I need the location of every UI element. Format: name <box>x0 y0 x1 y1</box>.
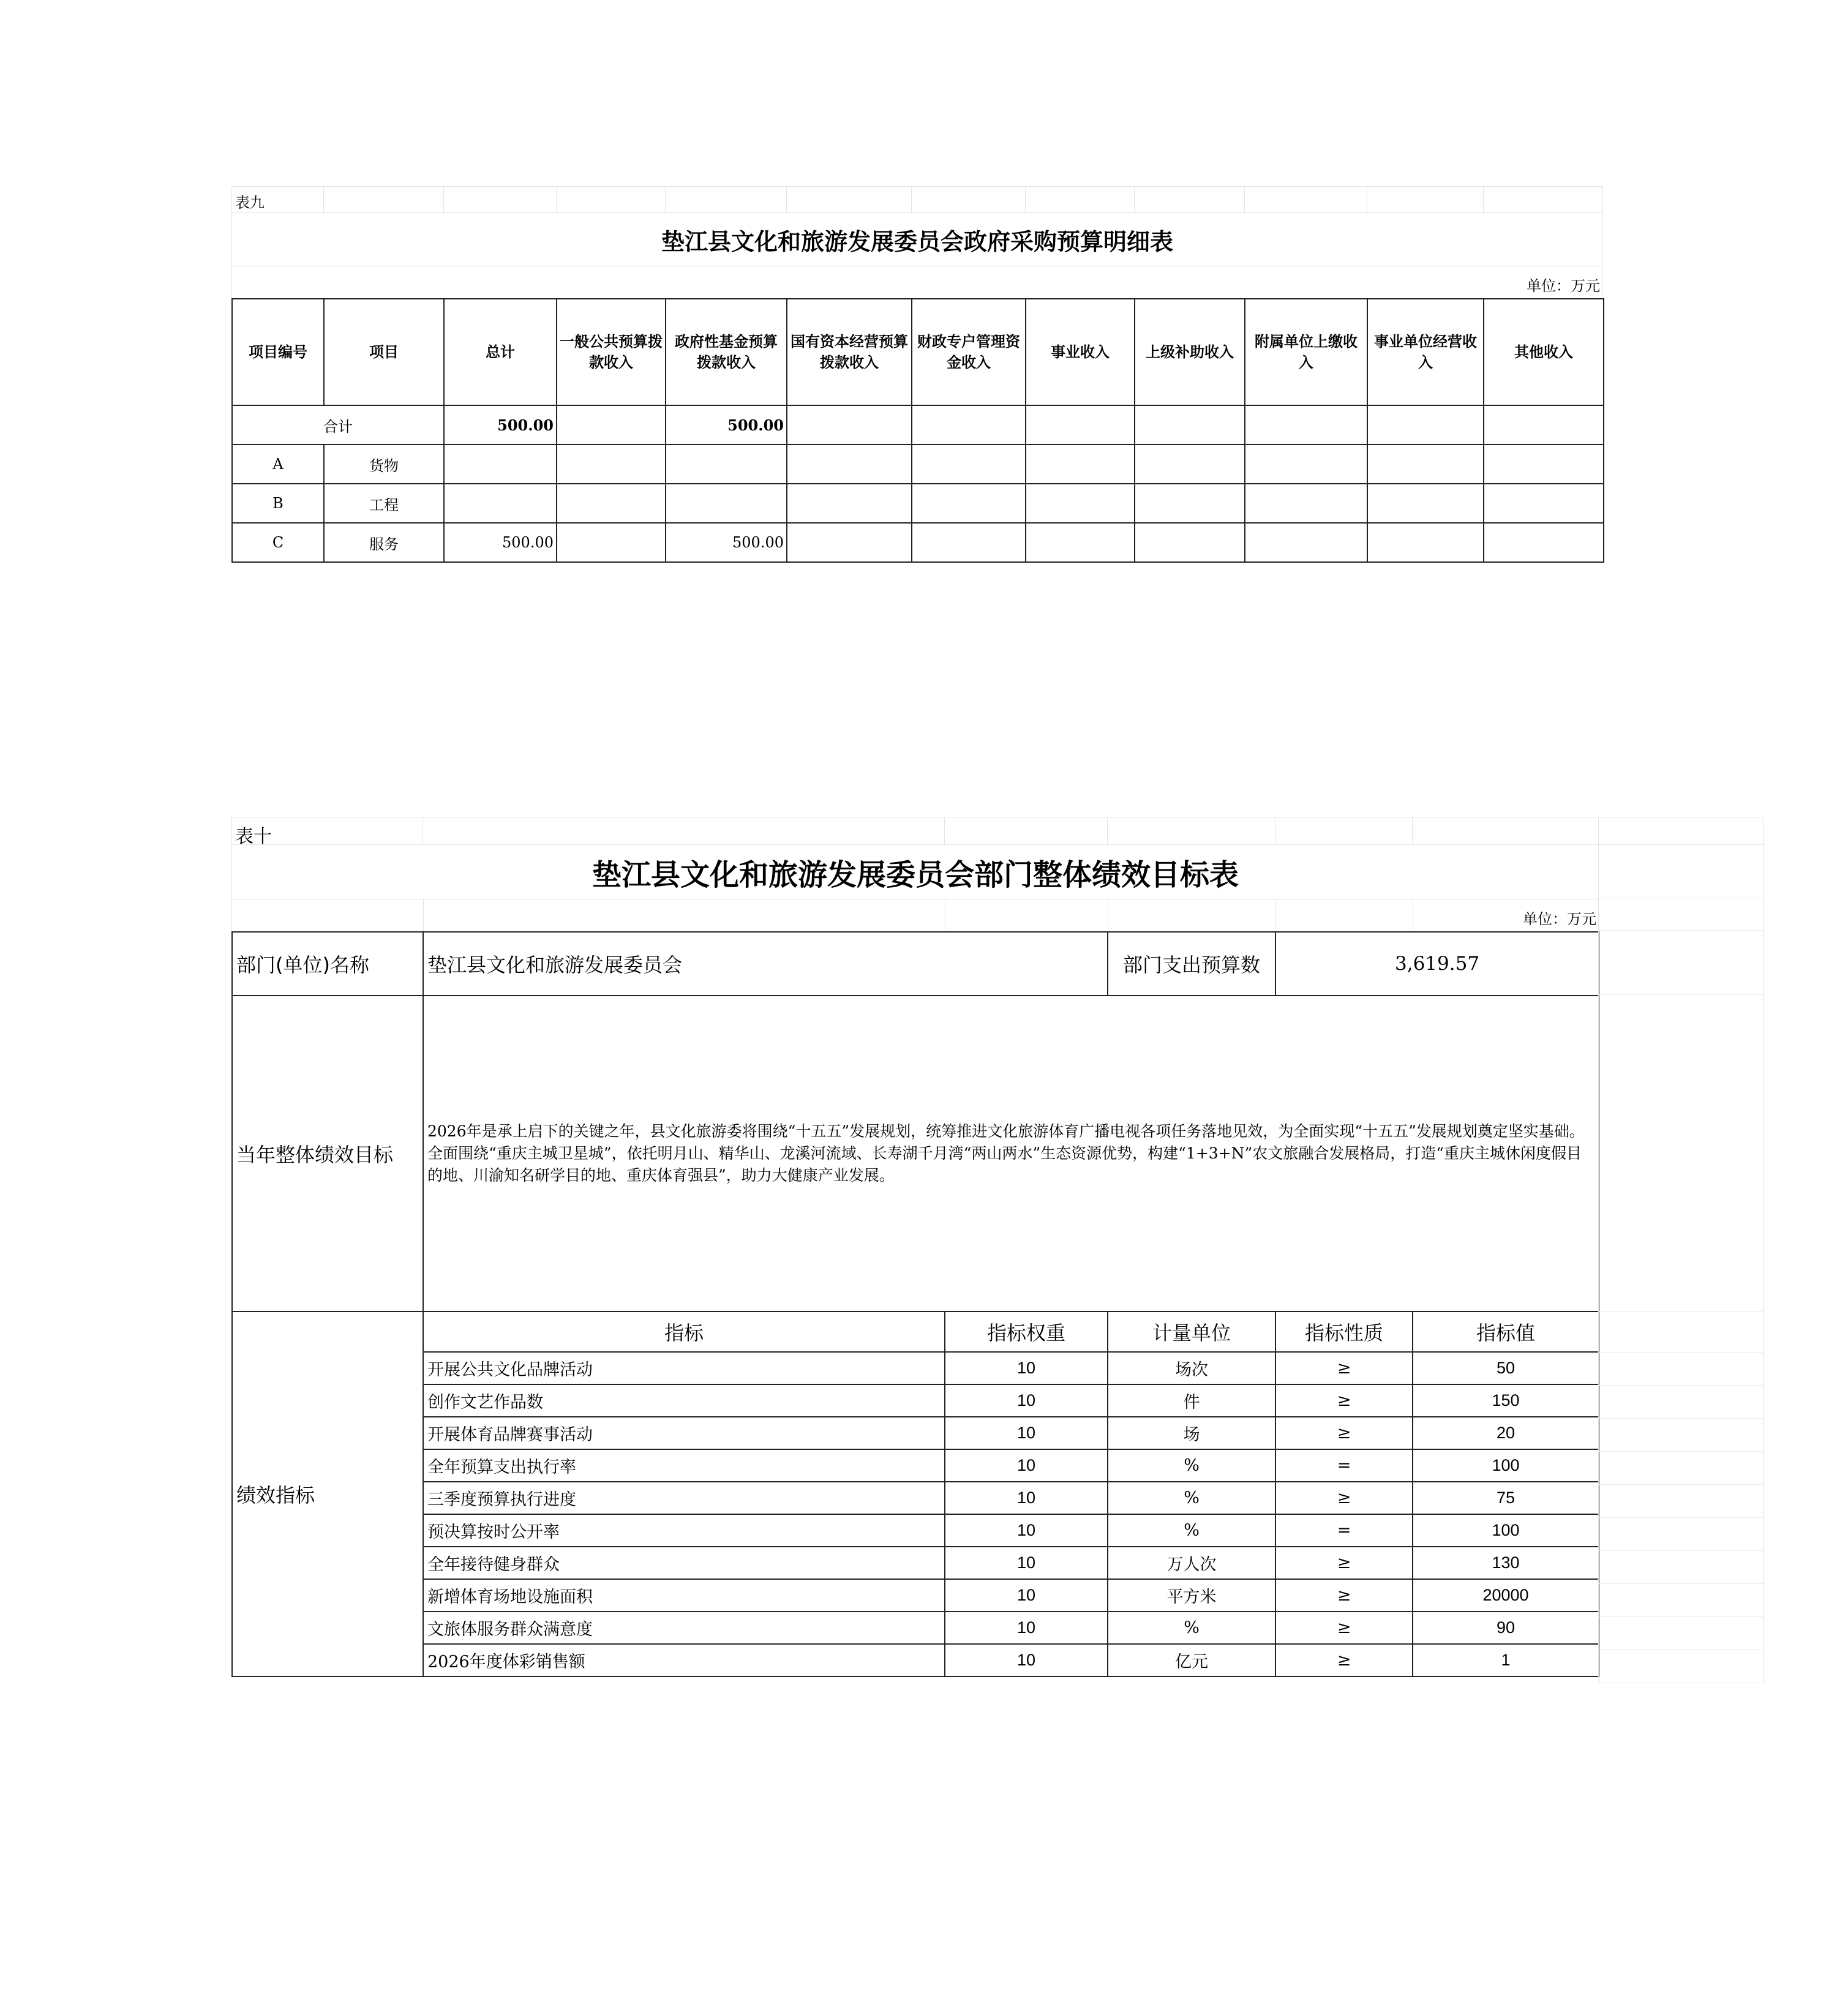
indicator-value: 20 <box>1413 1417 1599 1449</box>
empty-cell <box>1245 484 1367 523</box>
table9-unit: 单位：万元 <box>1527 277 1600 295</box>
row-code: C <box>232 523 324 562</box>
empty-cell <box>787 523 912 562</box>
indicator-value: 75 <box>1413 1482 1599 1514</box>
empty-cell <box>1026 405 1135 445</box>
procurement-budget-table-section <box>231 186 1603 563</box>
empty-cell <box>1484 405 1604 445</box>
indicator-weight: 10 <box>945 1417 1108 1449</box>
indicator-header-row <box>232 1312 1599 1352</box>
indicator-nature: ≥ <box>1275 1384 1413 1417</box>
empty-cell <box>1367 445 1484 484</box>
total-value: 500.00 <box>444 405 557 445</box>
indicator-weight: 10 <box>945 1352 1108 1384</box>
row-fund <box>666 484 787 523</box>
empty-cell <box>787 484 912 523</box>
indicator-name: 开展体育品牌赛事活动 <box>423 1417 945 1449</box>
row-name: 工程 <box>324 484 444 523</box>
table10-title-row <box>231 845 1599 899</box>
performance-target-table <box>231 931 1599 1677</box>
goal-row <box>232 996 1599 1312</box>
indicator-value: 100 <box>1413 1449 1599 1482</box>
indicator-name: 2026年度体彩销售额 <box>423 1644 945 1676</box>
indicator-value: 20000 <box>1413 1579 1599 1612</box>
empty-cell <box>1367 523 1484 562</box>
indicator-name: 开展公共文化品牌活动 <box>423 1352 945 1384</box>
empty-cell <box>1367 484 1484 523</box>
indicator-name: 全年接待健身群众 <box>423 1547 945 1579</box>
indicator-name: 全年预算支出执行率 <box>423 1449 945 1482</box>
indicator-value: 50 <box>1413 1352 1599 1384</box>
empty-cell <box>1367 405 1484 445</box>
indicator-nature: ≥ <box>1275 1579 1413 1612</box>
empty-cell <box>1026 445 1135 484</box>
indicator-weight: 10 <box>945 1449 1108 1482</box>
table-row <box>232 1417 1599 1449</box>
empty-cell <box>1245 523 1367 562</box>
indicator-unit: 场次 <box>1108 1352 1275 1384</box>
indicator-nature: ≥ <box>1275 1482 1413 1514</box>
empty-cell <box>1135 523 1245 562</box>
indicator-unit: % <box>1108 1482 1275 1514</box>
table-row <box>232 1579 1599 1612</box>
indicator-unit: % <box>1108 1449 1275 1482</box>
row-code: B <box>232 484 324 523</box>
indicator-value: 150 <box>1413 1384 1599 1417</box>
header-weight: 指标权重 <box>945 1312 1108 1352</box>
indicator-weight: 10 <box>945 1514 1108 1547</box>
table-row <box>232 523 1604 562</box>
indicator-nature: ≥ <box>1275 1352 1413 1384</box>
table10-title: 垫江县文化和旅游发展委员会部门整体绩效目标表 <box>592 857 1239 892</box>
table-row <box>232 1352 1599 1384</box>
row-total <box>444 445 557 484</box>
table9-label-row <box>231 186 1603 213</box>
indicator-nature: ≥ <box>1275 1644 1413 1676</box>
indicator-name: 三季度预算执行进度 <box>423 1482 945 1514</box>
indicator-weight: 10 <box>945 1612 1108 1644</box>
header-unit: 计量单位 <box>1108 1312 1275 1352</box>
header-subsidiary-payment: 附属单位上缴收入 <box>1245 299 1367 405</box>
header-general-budget: 一般公共预算拨款收入 <box>557 299 666 405</box>
table10-label-row <box>231 817 1763 845</box>
indicator-unit: 平方米 <box>1108 1579 1275 1612</box>
indicator-value: 1 <box>1413 1644 1599 1676</box>
indicator-unit: % <box>1108 1612 1275 1644</box>
header-superior-subsidy: 上级补助收入 <box>1135 299 1245 405</box>
indicator-nature: ≥ <box>1275 1547 1413 1579</box>
row-fund <box>666 445 787 484</box>
indicator-nature: ≥ <box>1275 1612 1413 1644</box>
indicator-weight: 10 <box>945 1384 1108 1417</box>
header-special-account: 财政专户管理资金收入 <box>912 299 1026 405</box>
indicator-nature: = <box>1275 1449 1413 1482</box>
header-business-income: 事业收入 <box>1026 299 1135 405</box>
header-project: 项目 <box>324 299 444 405</box>
indicator-name: 创作文艺作品数 <box>423 1384 945 1417</box>
indicators-label: 绩效指标 <box>232 1312 423 1676</box>
row-fund: 500.00 <box>666 523 787 562</box>
spreadsheet-gridlines <box>1598 844 1764 1683</box>
dept-name-label: 部门(单位)名称 <box>232 932 423 996</box>
table9-header-row <box>232 299 1604 405</box>
empty-cell <box>1135 445 1245 484</box>
table9-unit-row <box>231 266 1603 298</box>
indicator-name: 新增体育场地设施面积 <box>423 1579 945 1612</box>
empty-cell <box>912 523 1026 562</box>
empty-cell <box>912 445 1026 484</box>
empty-cell <box>1484 445 1604 484</box>
table10-unit: 单位：万元 <box>1523 910 1596 928</box>
header-total: 总计 <box>444 299 557 405</box>
empty-cell <box>1245 405 1367 445</box>
empty-cell <box>912 405 1026 445</box>
empty-cell <box>1245 445 1367 484</box>
goal-text: 2026年是承上启下的关键之年，县文化旅游委将围绕“十五五”发展规划，统筹推进文化旅游体育广播电视各项任务落地见效，为全面实现“十五五”发展规划奠定坚实基础。全面围绕“重庆主城卫星城”，依托明月山、精华山、龙溪河流域、长寿湖千月湾“两山两水”生态资源优势，构建“1+3+N”农文旅融合发展格局，打造“重庆主城休闲度假目的地、川渝知名研学目的地、重庆体育强县”，助力大健康产业发展。 <box>423 996 1599 1312</box>
empty-cell <box>1026 484 1135 523</box>
budget-label: 部门支出预算数 <box>1108 932 1275 996</box>
indicator-unit: 件 <box>1108 1384 1275 1417</box>
indicator-nature: = <box>1275 1514 1413 1547</box>
indicator-unit: 场 <box>1108 1417 1275 1449</box>
empty-cell <box>1135 484 1245 523</box>
indicator-weight: 10 <box>945 1644 1108 1676</box>
indicator-name: 文旅体服务群众满意度 <box>423 1612 945 1644</box>
table9-title: 垫江县文化和旅游发展委员会政府采购预算明细表 <box>661 227 1173 255</box>
header-state-capital: 国有资本经营预算拨款收入 <box>787 299 912 405</box>
indicator-value: 130 <box>1413 1547 1599 1579</box>
table-row <box>232 1514 1599 1547</box>
indicator-unit: 万人次 <box>1108 1547 1275 1579</box>
table-row <box>232 1644 1599 1676</box>
header-other-income: 其他收入 <box>1484 299 1604 405</box>
indicator-weight: 10 <box>945 1579 1108 1612</box>
indicator-name: 预决算按时公开率 <box>423 1514 945 1547</box>
header-fund-budget: 政府性基金预算拨款收入 <box>666 299 787 405</box>
dept-name-value: 垫江县文化和旅游发展委员会 <box>423 932 1108 996</box>
indicator-unit: 亿元 <box>1108 1644 1275 1676</box>
table-row <box>232 1612 1599 1644</box>
table-row <box>232 1482 1599 1514</box>
indicator-weight: 10 <box>945 1547 1108 1579</box>
header-value: 指标值 <box>1413 1312 1599 1352</box>
total-fund: 500.00 <box>666 405 787 445</box>
total-label: 合计 <box>232 405 444 445</box>
table-row <box>232 1547 1599 1579</box>
table9-total-row <box>232 405 1604 445</box>
row-code: A <box>232 445 324 484</box>
empty-cell <box>787 445 912 484</box>
budget-value: 3,619.57 <box>1275 932 1599 996</box>
empty-cell <box>557 445 666 484</box>
department-row <box>232 932 1599 996</box>
indicator-value: 100 <box>1413 1514 1599 1547</box>
table9-title-row <box>231 213 1603 266</box>
empty-cell <box>1026 523 1135 562</box>
table9-label: 表九 <box>235 194 265 211</box>
indicator-nature: ≥ <box>1275 1417 1413 1449</box>
goal-label: 当年整体绩效目标 <box>232 996 423 1312</box>
row-name: 服务 <box>324 523 444 562</box>
empty-cell <box>1484 523 1604 562</box>
header-indicator: 指标 <box>423 1312 945 1352</box>
empty-cell <box>912 484 1026 523</box>
header-operating-income: 事业单位经营收入 <box>1367 299 1484 405</box>
table10-unit-row <box>231 899 1599 931</box>
empty-cell <box>557 484 666 523</box>
header-nature: 指标性质 <box>1275 1312 1413 1352</box>
total-general <box>557 405 666 445</box>
empty-cell <box>787 405 912 445</box>
indicator-weight: 10 <box>945 1482 1108 1514</box>
row-total: 500.00 <box>444 523 557 562</box>
table-row <box>232 484 1604 523</box>
indicator-value: 90 <box>1413 1612 1599 1644</box>
empty-cell <box>1135 405 1245 445</box>
table-row <box>232 1384 1599 1417</box>
empty-cell <box>557 523 666 562</box>
empty-cell <box>1484 484 1604 523</box>
table-row <box>232 1449 1599 1482</box>
row-total <box>444 484 557 523</box>
header-project-code: 项目编号 <box>232 299 324 405</box>
performance-target-table-section <box>231 817 1763 1677</box>
row-name: 货物 <box>324 445 444 484</box>
table10-label: 表十 <box>235 826 272 847</box>
indicator-unit: % <box>1108 1514 1275 1547</box>
table-row <box>232 445 1604 484</box>
procurement-budget-table <box>231 298 1604 563</box>
